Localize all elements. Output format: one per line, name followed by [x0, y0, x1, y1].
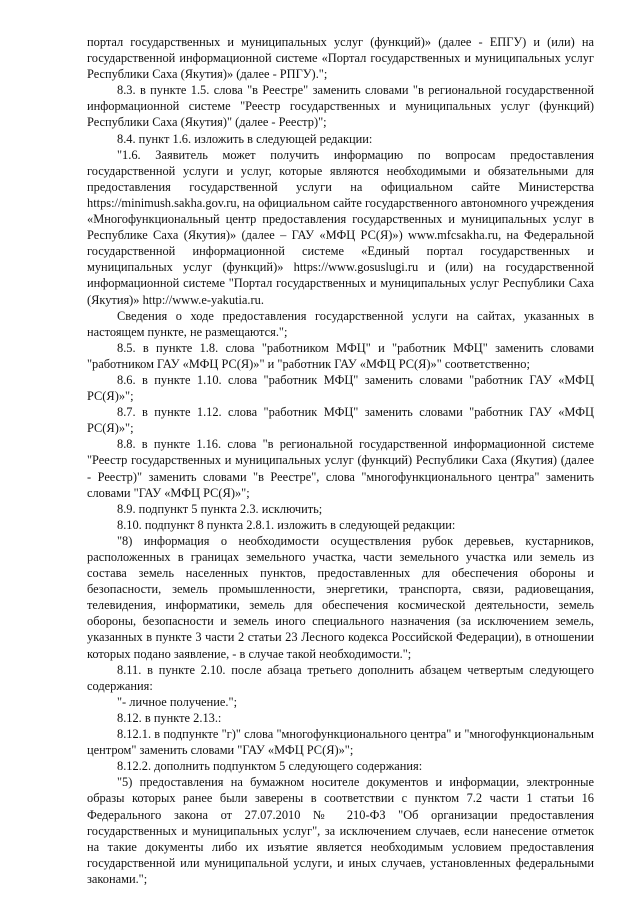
paragraph-8-3: 8.3. в пункте 1.5. слова "в Реестре" заменить словами "в региональной государственной информационной системе "Реестр государственных и муниципальных услуг (функций) Республики Саха (Якутия)" (далее - Реестр)"; — [87, 83, 594, 130]
paragraph-personal-receipt: "- личное получение."; — [117, 694, 238, 709]
paragraph-1-6-sites-note: Сведения о ходе предоставления государственной услуги на сайтах, указанных в настоящем пункте, не размещаются."; — [87, 308, 594, 339]
paragraph-8-9: 8.9. подпункт 5 пункта 2.3. исключить; — [117, 501, 323, 516]
paragraph-1-6-text: "1.6. Заявитель может получить информацию по вопросам предоставления государственной услуги и услуг, которые являются необходимыми и обязательными для предоставления государственной услуги на официальном сайте Министерства https://minimush.sakha.gov.ru, на официальном сайте государственного автономного учреждения «Многофункциональный центр предоставления государственных и муниципальных услуг в Республике Саха (Якутия)» (далее – ГАУ «МФЦ РС(Я)») www.mfcsakha.ru, на Федеральной государственной информационной системе «Единый портал государственных и муниципальных услуг (функций)» https://www.gosuslugi.ru и (или) на государственной информационной системе "Портал государственных и муниципальных услуг Республики Саха (Якутия)» http://www.e-yakutia.ru. — [87, 147, 594, 307]
paragraph-subitem-5-text: "5) предоставления на бумажном носителе документов и информации, электронные образы которых ранее были заверены в соответствии с пунктом 7.2 части 1 статьи 16 Федерального закона от 27.07.2010 № 210-ФЗ "Об организации предоставления государственных и муниципальных услуг", за исключением случаев, если нанесение отметок на такие документы либо их изъятие является необходимым условием предоставления государственной или муниципальной услуги, и иных случаев, установленных федеральными законами."; — [87, 775, 594, 886]
paragraph-8-8: 8.8. в пункте 1.16. слова "в региональной государственной информационной системе "Реестр государственных и муниципальных услуг (функций) Республики Саха (Якутия) (далее - Реестр)" заменить словами "в Реестре", слова "многофункционального центра" заменить словами "ГАУ «МФЦ РС(Я)»"; — [87, 437, 594, 500]
paragraph-epgu-continuation: портал государственных и муниципальных услуг (функций)» (далее - ЕПГУ) и (или) на государственной информационной системе «Портал государственных и муниципальных услуг Республики Саха (Якутия)» (далее - РПГУ)."; — [87, 35, 594, 82]
paragraph-8-12-1: 8.12.1. в подпункте "г)" слова "многофункционального центра" и "многофункциональным центром" заменить словами "ГАУ «МФЦ РС(Я)»"; — [87, 727, 594, 758]
paragraph-8-12: 8.12. в пункте 2.13.: — [117, 710, 222, 725]
paragraph-8-5: 8.5. в пункте 1.8. слова "работником МФЦ" и "работник МФЦ" заменить словами "работником ГАУ «МФЦ РС(Я)»" и "работник ГАУ «МФЦ РС(Я)»" соответственно; — [87, 340, 594, 371]
paragraph-8-12-2: 8.12.2. дополнить подпунктом 5 следующего содержания: — [117, 759, 423, 774]
paragraph-8-11: 8.11. в пункте 2.10. после абзаца третьего дополнить абзацем четвертым следующего содержания: — [87, 662, 594, 693]
paragraph-8-10: 8.10. подпункт 8 пункта 2.8.1. изложить в следующей редакции: — [117, 517, 456, 532]
paragraph-8-7: 8.7. в пункте 1.12. слова "работник МФЦ" заменить словами "работник ГАУ «МФЦ РС(Я)»"; — [87, 405, 594, 436]
paragraph-8-4: 8.4. пункт 1.6. изложить в следующей редакции: — [117, 131, 373, 146]
paragraph-8-6: 8.6. в пункте 1.10. слова "работник МФЦ" заменить словами "работник ГАУ «МФЦ РС(Я)»"; — [87, 372, 594, 404]
paragraph-subitem-8-text: "8) информация о необходимости осуществления рубок деревьев, кустарников, расположенных в границах земельного участка, части земельного участка или земель из состава земель населенных пунктов, предоставленных для обеспечения обороны и безопасности, земель промышленности, энергетики, транспорта, связи, радиовещания, телевидения, информатики, земель для обеспечения космической деятельности, земель обороны, безопасности и земель иного специального назначения (за исключением земель, указанных в пункте 3 части 2 статьи 23 Лесного кодекса Российской Федерации), в отношении которых подано заявление, - в случае такой необходимости."; — [87, 533, 594, 661]
